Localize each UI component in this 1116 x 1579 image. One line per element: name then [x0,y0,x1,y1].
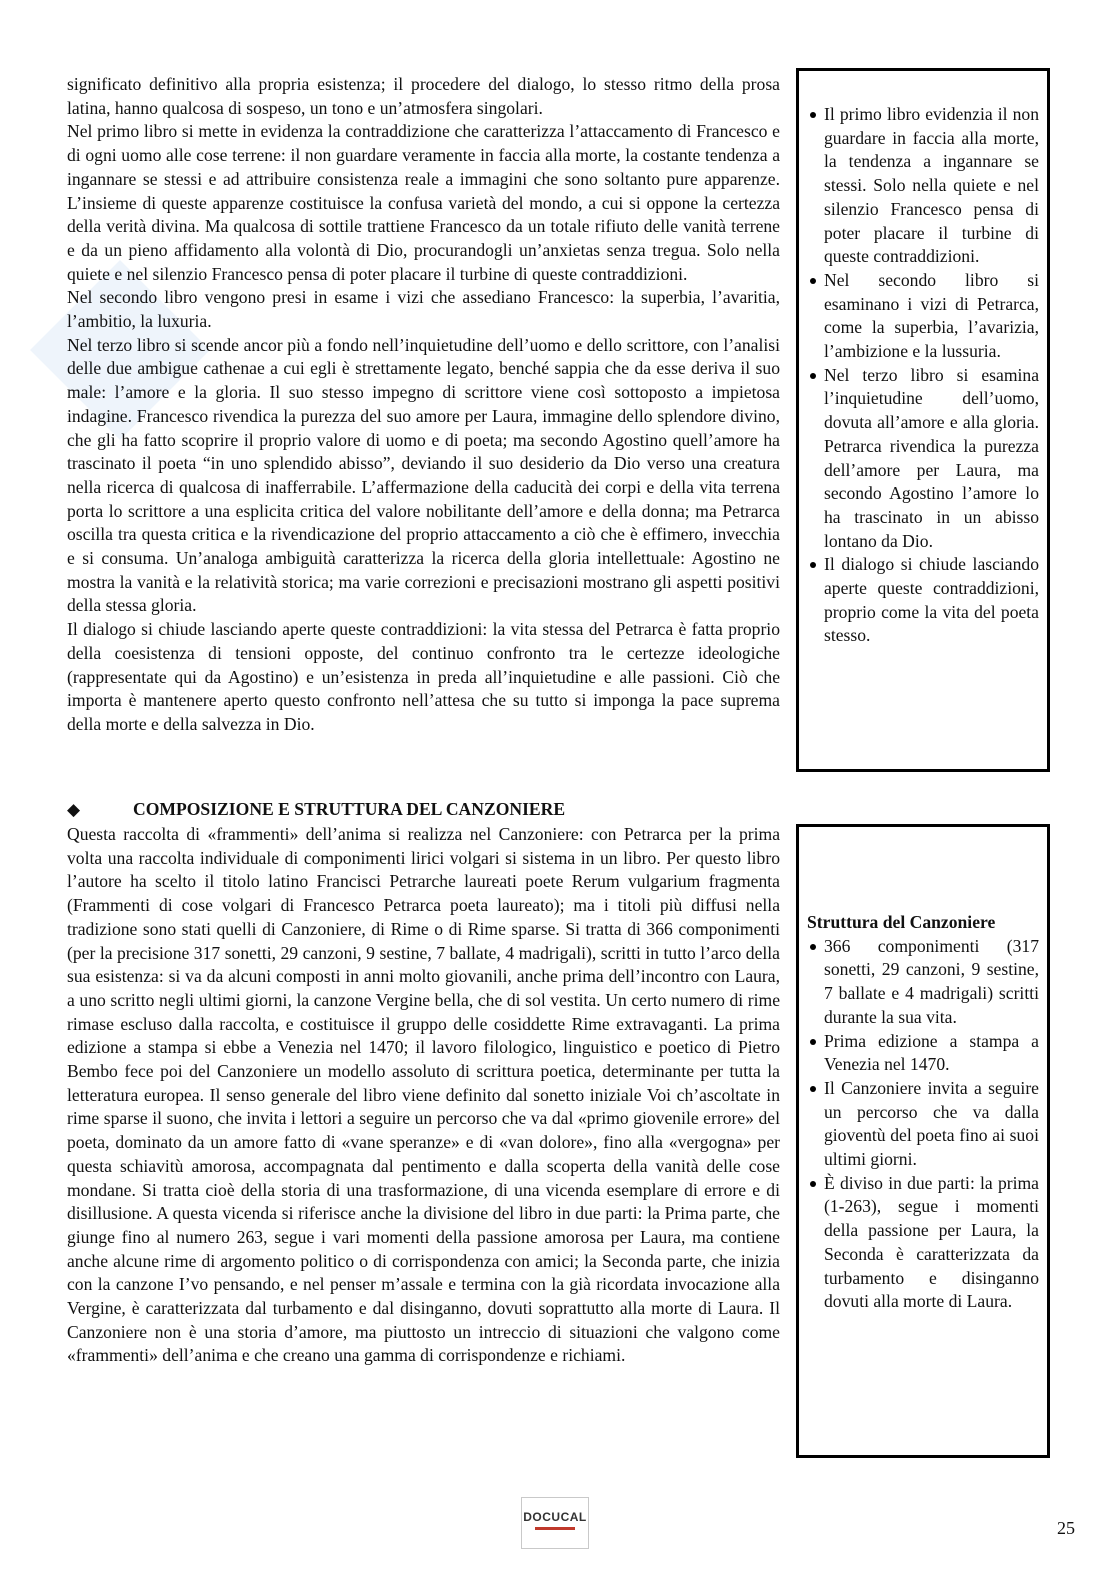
canzoniere-text-column [67,823,780,1368]
sidebar-summary-canzoniere [796,824,1050,1458]
summary-item: Il dialogo si chiude lasciando aperte queste contraddizioni, proprio come la vita del poeta stesso. [804,553,1039,648]
main-text-column [67,73,780,737]
summary-item: 366 componimenti (317 sonetti, 29 canzoni, 9 sestine, 7 ballate e 4 madrigali) scritti durante la sua vita. [804,935,1039,1030]
logo-accent-bar [535,1527,575,1530]
section-title: COMPOSIZIONE E STRUTTURA DEL CANZONIERE [133,799,566,819]
summary-list [804,103,1039,648]
summary-item: Il Canzoniere invita a seguire un percorso che va dalla gioventù del poeta fino ai suoi ultimi giorni. [804,1077,1039,1172]
logo-text: DOCUCAL [523,1510,587,1524]
paragraph-second-book: Nel secondo libro vengono presi in esame i vizi che assediano Francesco: la superbia, l’avaritia, l’ambitio, la luxuria. [67,287,780,332]
paragraph-dialogue-end: Il dialogo si chiude lasciando aperte queste contraddizioni: la vita stessa del Petrarca è fatta proprio della coesistenza di tensioni opposte, del continuo confronto tra le certezze ideologiche (rappresentate qui da Agostino) e un’esistenza in preda all’inquietudine e alle passioni. Ciò che importa è mantenere aperto questo confronto nell’attesa che su tutto si imponga la pace suprema della morte e della salvezza in Dio. [67,619,780,734]
paragraph-first-book: Nel primo libro si mette in evidenza la contraddizione che caratterizza l’attaccamento di Francesco e di ogni uomo alle cose terrene: il non guardare veramente in faccia alla morte, la costante tendenza a ingannare se stessi e ad attribuire consistenza reale a immagini che sono soltanto pure apparenze. L’insieme di queste apparenze costituisce la confusa varietà del mondo, a cui si oppone la certezza della verità divina. Ma qualcosa di sottile trattiene Francesco da un totale rifiuto delle vanità terrene e da un pieno affidamento alla volontà di Dio, procurandogli un’anxietas senza tregua. Solo nella quiete e nel silenzio Francesco pensa di poter placare il turbine di queste contraddizioni. [67,121,780,284]
footer-logo [521,1497,589,1549]
summary-item: È diviso in due parti: la prima (1-263), segue i momenti della passione per Laura, la Seconda è caratterizzata da turbamento e disinganno dovuti alla morte di Laura. [804,1172,1039,1314]
paragraph-third-book: Nel terzo libro si scende ancor più a fondo nell’inquietudine dell’uomo e dello scrittore, con l’analisi delle due ambigue cathenae a cui egli è strettamente legato, benché sappia che da esse deriva il suo male: l’amore e la gloria. Il suo stesso impegno di scrittore viene così sottoposto a impietosa indagine. Francesco rivendica la purezza del suo amore per Laura, immagine dello splendore divino, che gli ha fatto scoprire il proprio valore di uomo e di poeta; ma secondo Agostino quell’amore ha trascinato il poeta “in uno splendido abisso”, deviando il suo desiderio da Dio verso una creatura nella ricerca di qualcosa di inafferrabile. L’affermazione della caducità dei corpi e della vita terrena porta lo scrittore a una esplicita critica del valore nobilitante dell’amore e della donna; ma Petrarca oscilla tra questa critica e la rivendicazione del proprio attaccamento a ciò che è effimero, invecchia e si consuma. Un’analoga ambiguità caratterizza la ricerca della gloria intellettuale: Agostino ne mostra la vanità e la relatività storica; ma varie correzioni e precisazioni mostrano gli aspetti positivi della stessa gloria. [67,334,780,616]
sidebar-title: Struttura del Canzoniere [807,912,996,932]
summary-list [804,935,1039,1314]
summary-item: Il primo libro evidenzia il non guardare in faccia alla morte, la tendenza a ingannare se stessi. Solo nella quiete e nel silenzio Francesco pensa di poter placare il turbine di queste contraddizioni. [804,103,1039,269]
paragraph-intro: significato definitivo alla propria esistenza; il procedere del dialogo, lo stesso ritmo della prosa latina, hanno qualcosa di sospeso, un tono e un’atmosfera singolari. [67,74,780,118]
summary-item: Nel terzo libro si esamina l’inquietudine dell’uomo, dovuta all’amore e alla gloria. Petrarca rivendica la purezza dell’amore per Laura, ma secondo Agostino l’amore lo ha trascinato in un abisso lontano da Dio. [804,364,1039,554]
summary-item: Nel secondo libro si esaminano i vizi di Petrarca, come la superbia, l’avarizia, l’ambizione e la lussuria. [804,269,1039,364]
summary-item: Prima edizione a stampa a Venezia nel 1470. [804,1030,1039,1077]
page-number: 25 [1057,1518,1075,1538]
paragraph-canzoniere: Questa raccolta di «frammenti» dell’anima si realizza nel Canzoniere: con Petrarca per la prima volta una raccolta individuale di componimenti lirici volgari si sistema in un libro. Per questo libro l’autore ha scelto il titolo latino Francisci Petrarche laureati poete Rerum vulgarium fragmenta (Frammenti di cose volgari di Francesco Petrarca poeta laureato); ma i titoli più diffusi nella tradizione sono stati quelli di Canzoniere, di Rime o di Rime sparse. Si tratta di 366 componimenti (per la precisione 317 sonetti, 29 canzoni, 9 sestine, 7 ballate, 4 madrigali), scritti in tutto l’arco della sua esistenza: si va da alcuni composti in anni molto giovanili, anche prima dell’incontro con Laura, a uno scritto negli ultimi giorni, la canzone Vergine bella, che di sol vestita. Un certo numero di rime rimase escluso dalla raccolta, e costituisce il gruppo delle cosiddette Rime extravaganti. La prima edizione a stampa si ebbe a Venezia nel 1470; il lavoro filologico, linguistico e poetico di Pietro Bembo fece poi del Canzoniere un modello assoluto di scrittura poetica, determinante per tutta la letteratura europea. Il senso generale del libro viene definito dal sonetto iniziale Voi ch’ascoltate in rime sparse il suono, che invita i lettori a seguire un percorso che va dal «primo giovenile errore» del poeta, dominato da un amore fatto di «vane speranze» e di «van dolore», fino alla «vergogna» per questa schiavitù amorosa, accompagnata dal pentimento e dalla scoperta della vanità delle cose mondane. Si tratta cioè della storia di una trasformazione, di una vicenda esemplare di errore e di disillusione. A questa vicenda si riferisce anche la divisione del libro in due parti: la Prima parte, che giunge fino al numero 263, segue i vari momenti della passione amorosa per Laura, ma contiene anche alcune rime di argomento politico o di corrispondenza con amici; la Seconda parte, che inizia con la canzone I’vo pensando, e nel penser m’assale e termina con la già ricordata invocazione alla Vergine, è caratterizzata dal turbamento e dal disinganno, dovuti soprattutto alla morte di Laura. Il Canzoniere non è una storia d’amore, ma piuttosto un intreccio di situazioni che valgono come «frammenti» dell’anima e che creano una gamma di corrispondenze e richiami. [67,824,780,1366]
diamond-bullet-icon: ◆ [67,800,81,819]
sidebar-summary-secretum [796,68,1050,772]
section-heading [67,798,780,822]
